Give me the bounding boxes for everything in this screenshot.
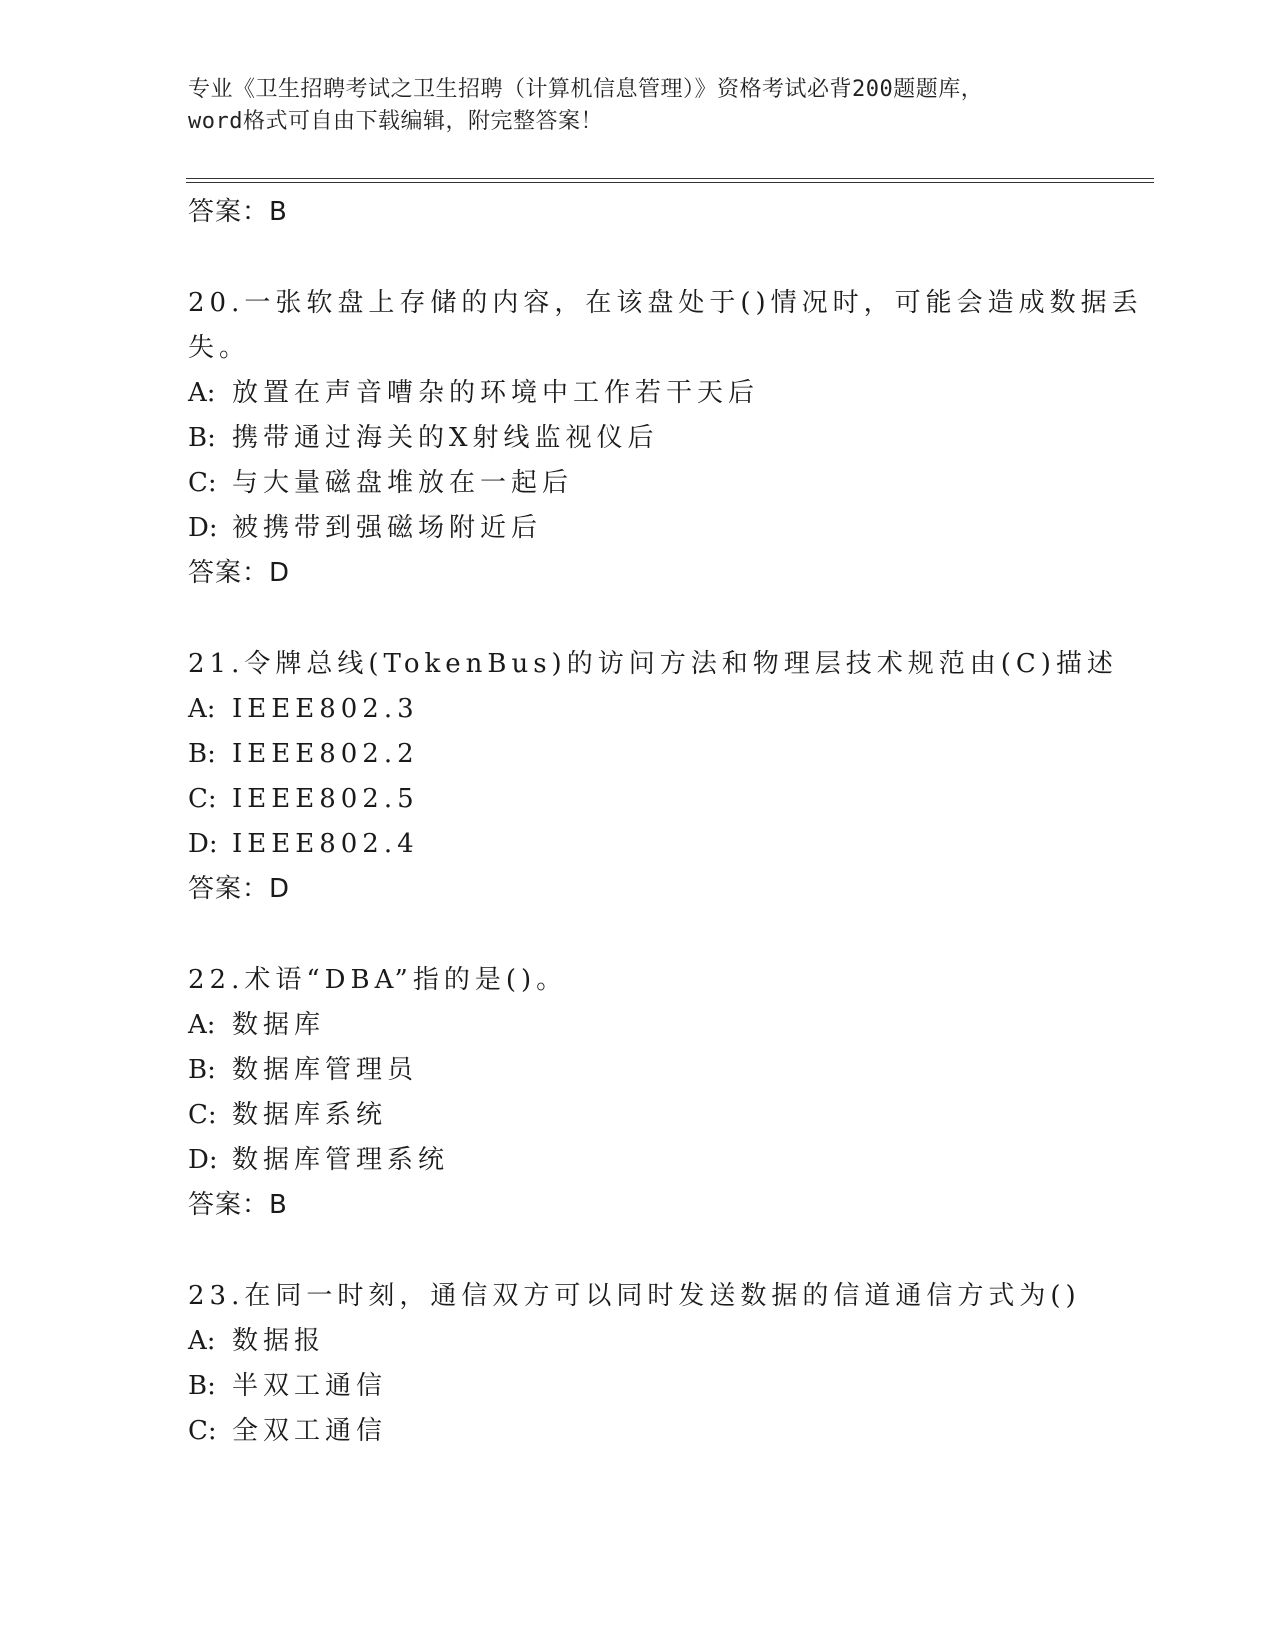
- question-22-option-b: [188, 1048, 1148, 1093]
- option-letter: A:: [188, 694, 216, 724]
- question-22: [188, 958, 1148, 1228]
- question-21-option-b: [188, 732, 1148, 777]
- option-letter: C:: [188, 1416, 217, 1446]
- question-20-option-c: [188, 461, 1148, 506]
- option-letter: C:: [188, 784, 217, 814]
- question-list: [188, 190, 1148, 1454]
- document-header: [188, 74, 1108, 138]
- option-letter: C:: [188, 468, 217, 498]
- question-21: [188, 642, 1148, 912]
- option-letter: B:: [188, 1371, 216, 1401]
- option-letter: A:: [188, 1326, 216, 1356]
- question-23-text-line-1: 23.在同一时刻，通信双方可以同时发送数据的信道通信方式为(): [188, 1281, 1081, 1311]
- option-text: 数据库管理系统: [232, 1145, 450, 1175]
- header-divider-top: [186, 178, 1154, 179]
- option-text: 数据库系统: [232, 1100, 388, 1130]
- option-letter: A:: [188, 378, 216, 408]
- option-letter: B:: [188, 423, 216, 453]
- option-letter: A:: [188, 1010, 216, 1040]
- option-text: IEEE802.5: [232, 784, 419, 814]
- question-23-option-a: [188, 1319, 1148, 1364]
- question-20-text-line-2: 失。: [188, 333, 251, 363]
- header-title-line-1: 专业《卫生招聘考试之卫生招聘（计算机信息管理）》资格考试必背200题题库，: [188, 77, 984, 102]
- answer-21: 答案：D: [188, 874, 291, 904]
- question-23-option-b: [188, 1364, 1148, 1409]
- option-text: 半双工通信: [232, 1371, 388, 1401]
- option-text: IEEE802.3: [232, 694, 419, 724]
- answer-20: 答案：D: [188, 558, 291, 588]
- question-20-option-d: [188, 506, 1148, 551]
- option-letter: D:: [188, 1145, 218, 1175]
- header-title-line-2: word格式可自由下载编辑，附完整答案！: [188, 109, 603, 134]
- spacer: [188, 912, 1148, 958]
- header-divider-bottom: [186, 182, 1154, 183]
- question-22-option-a: [188, 1003, 1148, 1048]
- spacer: [188, 596, 1148, 642]
- spacer: [188, 1228, 1148, 1274]
- answer-22: 答案：B: [188, 1190, 288, 1220]
- option-text: 全双工通信: [232, 1416, 388, 1446]
- question-23-option-c: [188, 1409, 1148, 1454]
- question-21-option-d: [188, 822, 1148, 867]
- option-text: IEEE802.4: [232, 829, 419, 859]
- question-21-option-a: [188, 687, 1148, 732]
- option-text: 放置在声音嘈杂的环境中工作若干天后: [232, 378, 760, 408]
- question-21-option-c: [188, 777, 1148, 822]
- option-text: 携带通过海关的X射线监视仪后: [232, 423, 659, 453]
- option-letter: B:: [188, 1055, 216, 1085]
- answer-19: 答案：B: [188, 197, 288, 227]
- question-23: [188, 1274, 1148, 1454]
- question-20-option-a: [188, 371, 1148, 416]
- option-text: 数据库管理员: [232, 1055, 419, 1085]
- question-22-option-c: [188, 1093, 1148, 1138]
- option-text: IEEE802.2: [232, 739, 419, 769]
- option-text: 被携带到强磁场附近后: [232, 513, 543, 543]
- spacer: [188, 235, 1148, 281]
- option-letter: D:: [188, 513, 218, 543]
- question-20-text-line-1: 20.一张软盘上存储的内容，在该盘处于()情况时，可能会造成数据丢: [188, 288, 1143, 318]
- option-letter: B:: [188, 739, 216, 769]
- option-letter: C:: [188, 1100, 217, 1130]
- question-20-option-b: [188, 416, 1148, 461]
- option-text: 数据报: [232, 1326, 326, 1356]
- question-21-text-line-1: 21.令牌总线(TokenBus)的访问方法和物理层技术规范由(C)描述: [188, 649, 1118, 679]
- option-text: 与大量磁盘堆放在一起后: [232, 468, 574, 498]
- question-22-option-d: [188, 1138, 1148, 1183]
- question-20: [188, 281, 1148, 596]
- option-text: 数据库: [232, 1010, 326, 1040]
- option-letter: D:: [188, 829, 218, 859]
- question-22-text-line-1: 22.术语“DBA”指的是()。: [188, 965, 568, 995]
